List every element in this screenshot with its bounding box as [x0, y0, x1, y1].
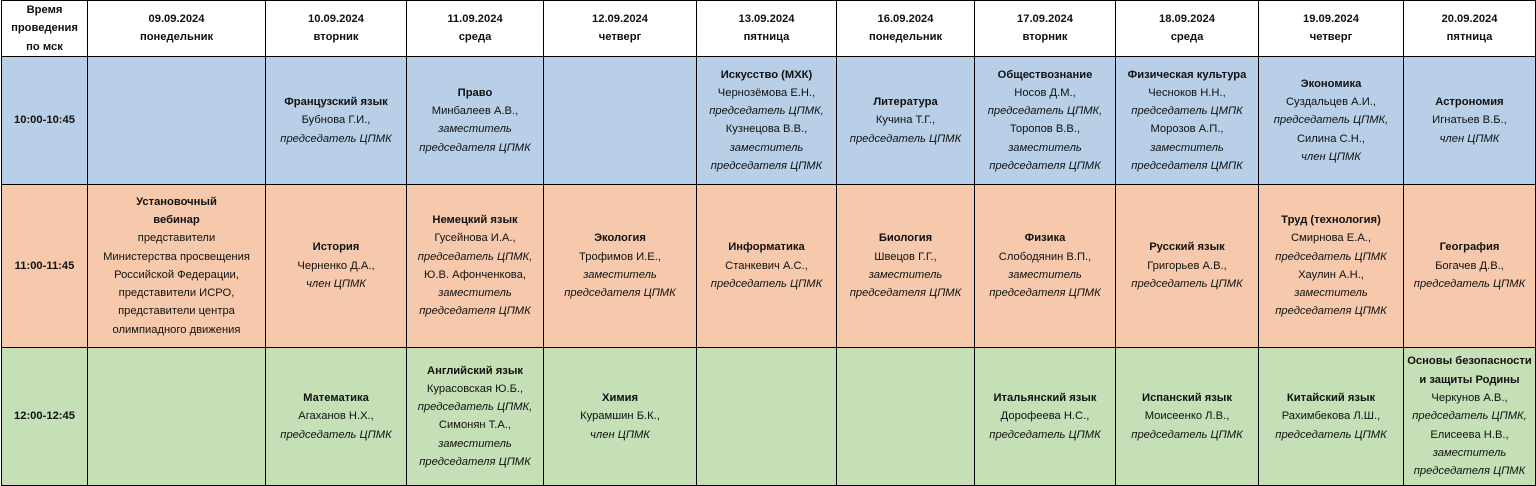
schedule-cell — [697, 347, 837, 485]
person-role: председатель ЦПМК — [280, 132, 392, 145]
schedule-cell — [975, 184, 1116, 347]
day-weekday: пятница — [1446, 31, 1493, 44]
person-role: председатель ЦМПК — [1131, 105, 1243, 118]
person-role: председателя ЦПМК — [419, 455, 531, 468]
subject-name: Физическая культура — [1127, 68, 1247, 81]
day-weekday: вторник — [313, 31, 359, 44]
person-name: Суздальцев А.И., — [1285, 95, 1377, 108]
schedule-cell — [266, 56, 407, 184]
person-name: Силина С.Н., — [1296, 132, 1366, 145]
person-role: член ЦПМК — [306, 278, 366, 291]
person-name: Игнатьев В.Б., — [1432, 114, 1507, 127]
person-role: заместитель — [1008, 268, 1082, 281]
schedule-cell — [837, 56, 975, 184]
person-role: председатель ЦПМК — [710, 278, 823, 291]
person-role: председатель ЦПМК, — [987, 105, 1103, 118]
day-weekday: пятница — [743, 31, 790, 44]
person-name: Трофимов И.Е., — [579, 250, 661, 263]
person-role: заместитель — [1294, 287, 1368, 300]
subject-name: Литература — [873, 95, 938, 108]
header-row — [2, 1, 1536, 57]
person-name: Дорофеева Н.С., — [1000, 410, 1090, 423]
person-role: председателя ЦПМК — [989, 159, 1101, 172]
day-weekday: вторник — [1022, 31, 1068, 44]
person-name: Курамшин Б.К., — [580, 410, 660, 423]
schedule-cell — [266, 347, 407, 485]
subject-name: Французский язык — [284, 95, 388, 108]
person-name: Швецов Г.Г., — [874, 250, 937, 263]
person-name: Чернозёмова Е.Н., — [717, 86, 816, 99]
person-role: заместитель — [438, 123, 512, 136]
person-role: председатель ЦПМК — [1275, 428, 1387, 441]
person-role: председатель ЦПМК, — [709, 105, 824, 118]
subject-name: и защиты Родины — [1419, 373, 1520, 386]
day-date: 17.09.2024 — [1017, 13, 1073, 26]
day-weekday: среда — [458, 31, 492, 44]
person-role: председатель ЦПМК — [1275, 250, 1387, 263]
day-date: 20.09.2024 — [1441, 13, 1498, 26]
subject-name: Физика — [1024, 232, 1066, 245]
person-role: председателя ЦПМК — [1413, 465, 1526, 478]
subject-name: Химия — [601, 391, 639, 404]
person-role: председатель ЦПМК — [280, 428, 392, 441]
person-name: Курасовская Ю.Б., — [426, 382, 524, 395]
schedule-cell — [407, 56, 544, 184]
person-role: председатель ЦПМК — [1131, 428, 1243, 441]
person-name: Симонян Т.А., — [438, 419, 512, 432]
person-role: заместитель — [438, 287, 512, 300]
person-role: председатель ЦПМК, — [1412, 410, 1527, 423]
day-header — [544, 1, 697, 57]
person-role: председателя ЦПМК — [710, 159, 823, 172]
schedule-cell — [1116, 184, 1259, 347]
person-name: Носов Д.М., — [1014, 86, 1076, 99]
person-name: Елисеева Н.В., — [1430, 428, 1509, 441]
schedule-cell — [544, 347, 697, 485]
day-date: 19.09.2024 — [1303, 13, 1359, 26]
time-header-line: проведения — [11, 22, 78, 35]
day-weekday: четверг — [1309, 31, 1353, 44]
person-role: заместитель — [1008, 141, 1082, 154]
schedule-cell — [975, 347, 1116, 485]
schedule-cell — [544, 56, 697, 184]
schedule-cell — [1116, 347, 1259, 485]
person-role: председателя ЦПМК — [1275, 305, 1387, 318]
schedule-cell — [975, 56, 1116, 184]
person-role: председателя ЦПМК — [419, 141, 531, 154]
person-role: заместитель — [1432, 446, 1507, 459]
subject-name: История — [312, 241, 360, 254]
schedule-cell — [1404, 347, 1536, 485]
person-name: Слободянин В.П., — [998, 250, 1092, 263]
schedule-cell — [1259, 56, 1404, 184]
day-date: 12.09.2024 — [592, 13, 648, 26]
person-role: председатель ЦПМК, — [417, 250, 533, 263]
subject-name: Обществознание — [997, 68, 1093, 81]
day-header — [1404, 1, 1536, 57]
schedule-cell — [1259, 347, 1404, 485]
person-role: председателя ЦМПК — [1131, 159, 1243, 172]
person-name: Гусейнова И.А., — [434, 232, 516, 245]
day-header — [407, 1, 544, 57]
day-date: 13.09.2024 — [738, 13, 795, 26]
day-header — [1116, 1, 1259, 57]
person-name: Черкунов А.В., — [1431, 391, 1508, 404]
day-header — [1259, 1, 1404, 57]
day-date: 09.09.2024 — [148, 13, 205, 26]
person-role: председатель ЦПМК — [989, 428, 1101, 441]
schedule-cell — [88, 184, 266, 347]
day-date: 10.09.2024 — [308, 13, 364, 26]
time-column-header — [2, 1, 88, 57]
person-role: заместитель — [1150, 141, 1224, 154]
time-slot-row — [2, 347, 1536, 485]
person-name: Станкевич А.С., — [725, 259, 808, 272]
person-name: Кучина Т.Г., — [875, 114, 936, 127]
person-role: председатель ЦПМК, — [1273, 114, 1389, 127]
day-header — [88, 1, 266, 57]
day-weekday: среда — [1170, 31, 1204, 44]
person-name: Григорьев А.В., — [1147, 259, 1227, 272]
day-header — [837, 1, 975, 57]
schedule-cell — [837, 184, 975, 347]
schedule-cell — [544, 184, 697, 347]
time-slot-row — [2, 56, 1536, 184]
cell-text: представители — [137, 232, 216, 245]
time-slot-cell: 10:00-10:45 — [2, 56, 88, 184]
cell-text: олимпиадного движения — [112, 323, 241, 336]
day-header — [975, 1, 1116, 57]
subject-name: Информатика — [728, 241, 805, 254]
schedule-cell — [407, 184, 544, 347]
schedule-cell — [697, 184, 837, 347]
schedule-table — [1, 0, 1536, 486]
schedule-cell — [1404, 56, 1536, 184]
schedule-cell — [697, 56, 837, 184]
person-role: председатель ЦПМК, — [417, 401, 533, 414]
person-role: заместитель — [868, 268, 943, 281]
day-weekday: четверг — [598, 31, 642, 44]
person-role: член ЦПМК — [1439, 132, 1500, 145]
person-role: председатель ЦПМК — [1131, 278, 1243, 291]
subject-name: Астрономия — [1435, 95, 1504, 108]
person-name: Агаханов Н.Х., — [298, 410, 374, 423]
time-header-line: Время — [26, 4, 63, 16]
schedule-cell — [266, 184, 407, 347]
schedule-cell — [1404, 184, 1536, 347]
subject-name: Право — [457, 86, 493, 99]
person-name: Чесноков Н.Н., — [1148, 86, 1226, 99]
subject-name: вебинар — [153, 214, 200, 226]
schedule-cell — [88, 347, 266, 485]
person-role: председателя ЦПМК — [849, 287, 962, 300]
subject-name: Экономика — [1300, 77, 1362, 90]
subject-name: Испанский язык — [1142, 391, 1232, 404]
person-role: председатель ЦПМК — [1413, 278, 1526, 291]
subject-name: Искусство (МХК) — [720, 68, 813, 81]
person-name: Морозов А.П., — [1150, 123, 1224, 136]
day-weekday: понедельник — [139, 31, 214, 44]
subject-name: Труд (технология) — [1281, 214, 1381, 226]
day-date: 11.09.2024 — [447, 13, 503, 26]
day-date: 16.09.2024 — [877, 13, 934, 26]
person-name: Торопов В.В., — [1009, 123, 1081, 136]
day-weekday: понедельник — [868, 31, 943, 44]
person-role: председателя ЦПМК — [989, 287, 1101, 300]
person-name: Рахимбекова Л.Ш., — [1281, 410, 1381, 423]
schedule-cell — [837, 347, 975, 485]
day-header — [697, 1, 837, 57]
subject-name: Английский язык — [426, 364, 523, 377]
person-name: Кузнецова В.В., — [725, 123, 808, 136]
cell-text: представители центра — [118, 305, 235, 318]
subject-name: Немецкий язык — [432, 214, 518, 226]
schedule-cell — [1116, 56, 1259, 184]
person-name: Минбалеев А.В., — [431, 105, 519, 118]
time-slot-cell: 11:00-11:45 — [2, 184, 88, 347]
subject-name: Основы безопасности — [1407, 355, 1532, 368]
person-role: заместитель — [438, 437, 512, 450]
person-name: Ю.В. Афонченкова, — [424, 268, 526, 281]
person-role: председателя ЦПМК — [419, 305, 531, 318]
cell-text: представители ИСРО, — [118, 287, 235, 300]
person-role: председатель ЦПМК — [849, 132, 962, 145]
subject-name: Математика — [303, 391, 369, 404]
subject-name: Биология — [878, 232, 933, 245]
cell-text: Министерства просвещения — [103, 250, 250, 263]
person-name: Черненко Д.А., — [297, 259, 375, 272]
subject-name: Итальянский язык — [993, 391, 1097, 404]
person-role: член ЦПМК — [590, 428, 650, 441]
person-role: член ЦПМК — [1301, 150, 1361, 163]
person-name: Богачев Д.В., — [1435, 259, 1504, 272]
subject-name: Китайский язык — [1286, 391, 1376, 404]
schedule-cell — [88, 56, 266, 184]
day-header — [266, 1, 407, 57]
day-date: 18.09.2024 — [1159, 13, 1215, 26]
person-role: заместитель — [729, 141, 804, 154]
person-name: Моисеенко Л.В., — [1144, 410, 1230, 423]
person-role: председателя ЦПМК — [564, 287, 676, 300]
subject-name: Экология — [594, 232, 646, 245]
time-slot-row — [2, 184, 1536, 347]
person-name: Хаулин А.Н., — [1298, 268, 1364, 281]
time-header-line: по мск — [26, 40, 63, 53]
cell-text: Российской Федерации, — [114, 268, 239, 281]
subject-name: География — [1439, 241, 1500, 254]
subject-name: Установочный — [136, 195, 217, 208]
person-name: Бубнова Г.И., — [301, 114, 371, 127]
schedule-cell — [1259, 184, 1404, 347]
schedule-cell — [407, 347, 544, 485]
subject-name: Русский язык — [1149, 241, 1225, 254]
person-role: заместитель — [583, 268, 657, 281]
person-name: Смирнова Е.А., — [1290, 232, 1372, 245]
time-slot-cell: 12:00-12:45 — [2, 347, 88, 485]
